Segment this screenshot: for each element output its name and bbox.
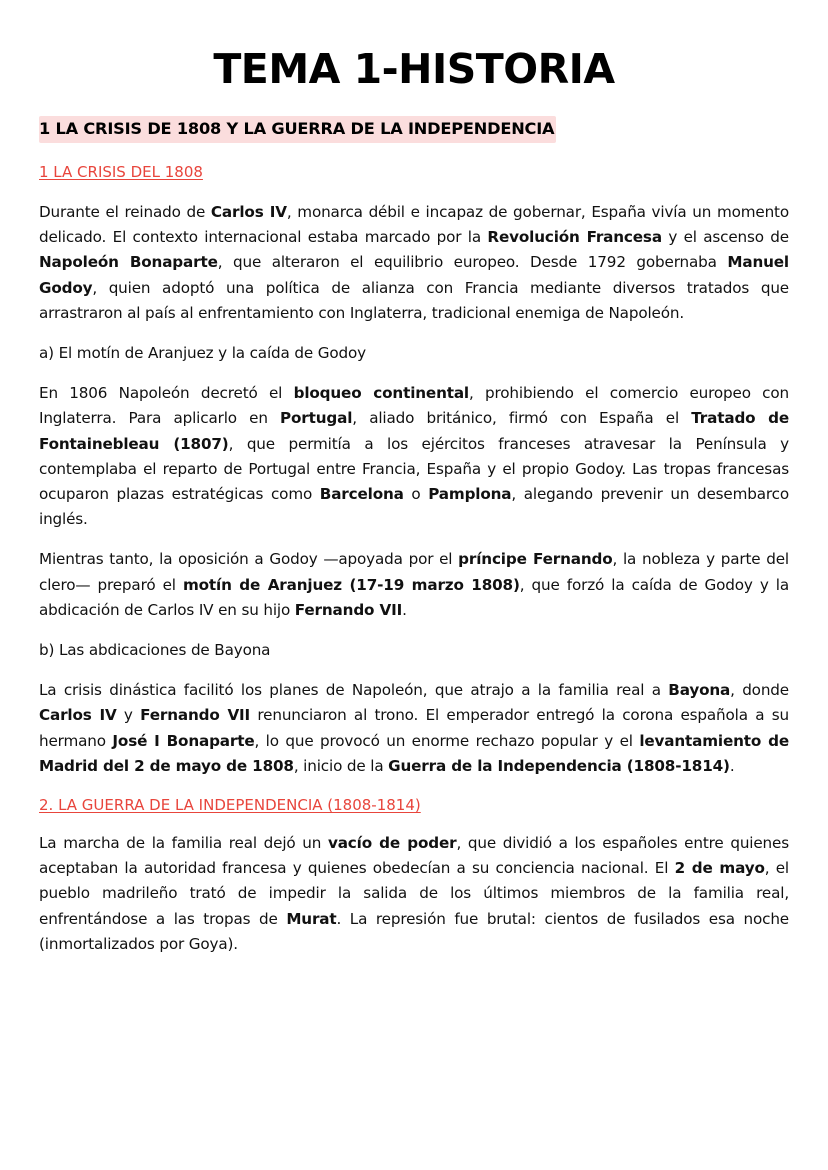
bold-term: 2 de mayo bbox=[674, 859, 765, 878]
bold-term: Bayona bbox=[668, 681, 731, 700]
subsection-title-guerra-independencia: 2. LA GUERRA DE LA INDEPENDENCIA (1808-1814) bbox=[39, 796, 421, 815]
bold-term: Pamplona bbox=[428, 485, 512, 504]
bold-term: Fernando VII bbox=[294, 600, 403, 619]
page-title: TEMA 1-HISTORIA bbox=[213, 45, 615, 93]
bold-term: Tratado de Fontainebleau (1807) bbox=[39, 409, 790, 453]
bold-term: Guerra de la Independencia (1808-1814) bbox=[388, 756, 730, 775]
paragraph-motin-aranjuez: Mientras tanto, la oposición a Godoy —apoyada por el príncipe Fernando, la nobleza y parte del clero— preparó el motín de Aranjuez (17-19 marzo 1808), que forzó la caída de Godoy y la abdicación de Carlos IV en su hijo Fernando VII. bbox=[39, 550, 790, 619]
paragraph-guerra: La marcha de la familia real dejó un vacío de poder, que dividió a los españoles entre quienes aceptaban la autoridad francesa y quienes obedecían a su conciencia nacional. El 2 de mayo, el pueblo madrileño trató de impedir la salida de los últimos miembros de la familia real, enfrentándose a las tropas de Murat. La represión fue brutal: cientos de fusilados esa noche (inmortalizados por Goya). bbox=[39, 834, 789, 953]
bold-term: Napoleón Bonaparte bbox=[39, 253, 218, 272]
bold-term: Manuel Godoy bbox=[39, 253, 789, 297]
bold-term: príncipe Fernando bbox=[458, 550, 613, 569]
heading-abdicaciones-bayona: b) Las abdicaciones de Bayona bbox=[39, 641, 271, 660]
bold-term: Fernando VII bbox=[140, 706, 251, 725]
paragraph-bloqueo-continental: En 1806 Napoleón decretó el bloqueo continental, prohibiendo el comercio europeo con Inglaterra. Para aplicarlo en Portugal, aliado británico, firmó con España el Tratado de Fontainebleau (1807), que permitía a los ejércitos franceses atravesar la Península y contemplaba el reparto de Portugal entre Francia, España y el propio Godoy. Las tropas francesas ocuparon plazas estratégicas como Barcelona o Pamplona, alegando prevenir un desembarco inglés. bbox=[39, 384, 790, 529]
heading-motin-aranjuez: a) El motín de Aranjuez y la caída de Godoy bbox=[39, 344, 366, 363]
bold-term: Portugal bbox=[280, 409, 353, 428]
bold-term: Carlos IV bbox=[210, 203, 287, 221]
bold-term: vacío de poder bbox=[327, 834, 457, 853]
bold-term: motín de Aranjuez (17-19 marzo 1808) bbox=[182, 575, 520, 594]
bold-term: Carlos IV bbox=[39, 706, 117, 725]
bold-term: levantamiento de Madrid del 2 de mayo de 1808 bbox=[39, 731, 790, 775]
bold-term: bloqueo continental bbox=[293, 384, 469, 403]
paragraph-context: Durante el reinado de Carlos IV, monarca débil e incapaz de gobernar, España vivía un momento delicado. El contexto internacional estaba marcado por la Revolución Francesa y el ascenso de Napoleón Bonaparte, que alteraron el equilibrio europeo. Desde 1792 gobernaba Manuel Godoy, quien adoptó una política de alianza con Francia mediante diversos tratados que arrastraron al país al enfrentamiento con Inglaterra, tradicional enemiga de Napoleón. bbox=[39, 203, 789, 322]
paragraph-abdicaciones: La crisis dinástica facilitó los planes de Napoleón, que atrajo a la familia real a Bayona, donde Carlos IV y Fernando VII renunciaron al trono. El emperador entregó la corona española a su hermano José I Bonaparte, lo que provocó un enorme rechazo popular y el levantamiento de Madrid del 2 de mayo de 1808, inicio de la Guerra de la Independencia (1808-1814). bbox=[39, 681, 790, 775]
section-title-highlighted: 1 LA CRISIS DE 1808 Y LA GUERRA DE LA INDEPENDENCIA bbox=[39, 116, 556, 143]
bold-term: José I Bonaparte bbox=[112, 731, 255, 750]
bold-term: Revolución Francesa bbox=[487, 228, 662, 247]
bold-term: Murat bbox=[286, 909, 337, 928]
bold-term: Barcelona bbox=[319, 485, 404, 504]
subsection-title-crisis-1808: 1 LA CRISIS DEL 1808 bbox=[39, 163, 203, 181]
